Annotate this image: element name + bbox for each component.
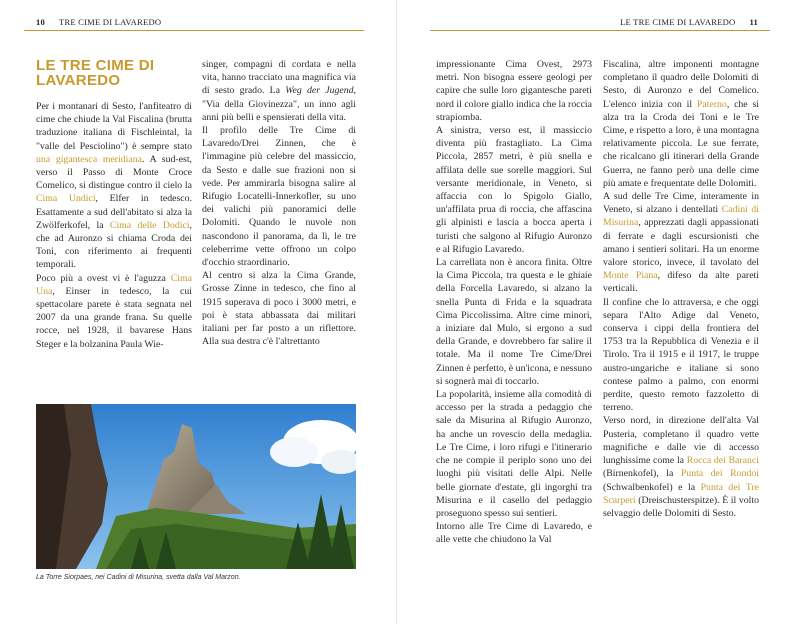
paragraph: Il confine che lo attraversa, e che oggi separa l'Alto Adige dal Veneto, conserva i cippi della frontiera del 1753 tra la Repubblica di Venezia e il Tirolo. Tra il 1915 e il 1917, le truppe austro-ungariche e italiane si sono contese palmo a palmo, con enormi perdite, questo remoto fazzoletto di terreno. <box>603 296 759 414</box>
paragraph: Il profilo delle Tre Cime di Lavaredo/Drei Zinnen, che è l'immagine più celebre del massiccio, da Sesto e dalle sue frazioni non si vede. Per ammirarla bisogna salire al Rifugio Locatelli-Innerkofler, su uno dei valichi più panoramici delle Dolomiti. Quando le nuvole non nascondono il panorama, da lì, le tre celeberrime vette offrono un colpo d'occhio straordinario. <box>202 125 356 269</box>
highlight-term: una gigantesca meridiana <box>36 153 143 165</box>
page-number-left: 10 <box>36 17 45 27</box>
highlight-term: Monte Piana <box>603 270 658 282</box>
chapter-title-line2: LAVAREDO <box>36 72 121 89</box>
chapter-title <box>36 58 192 88</box>
right-column-1 <box>436 58 592 547</box>
page-number-right: 11 <box>749 17 758 27</box>
text-run: Per i montanari di Sesto, l'anfiteatro di cime che chiude la Val Fiscalina (brutta traduzione italiana di Fischleintal, la "valle del Pesciolino") è sempre stato <box>36 101 192 152</box>
highlight-term: Punta dei Tre Scarperi <box>603 481 759 506</box>
paragraph: impressionante Cima Ovest, 2973 metri. Non bisogna essere geologi per capire che sulle loro gigantesche pareti nord il colore giallo indica che la roccia strapiomba. <box>436 59 592 123</box>
running-head-right <box>620 17 758 27</box>
paragraph: Intorno alle Tre Cime di Lavaredo, e alle vette che chiudono la Val <box>436 521 592 546</box>
highlight-term: Cadini di Misurina <box>603 204 760 229</box>
paragraph <box>36 272 192 351</box>
text-run: , "Via della Giovinezza", un inno agli anni più belli e spensierati della vita. <box>202 85 356 123</box>
text-run: , che ad Auronzo si chiama Croda dei Toni, con riferimento ai frequenti temporali. <box>36 219 192 271</box>
text-run: Poco più a ovest vi è l'aguzza <box>36 272 171 284</box>
highlight-term: Cima Una <box>36 272 192 297</box>
photo-caption: La Torre Siorpaes, nei Cadini di Misurina, svetta dalla Val Marzon. <box>36 574 241 581</box>
text-run: , difeso da alte pareti verticali. <box>603 270 759 295</box>
text-run: (Birnenkofel), la <box>603 468 681 480</box>
header-rule-right <box>430 30 770 31</box>
text-run: singer, compagni di cordata e nella vita, hanno tracciato una magnifica via di sesto grado. La <box>202 59 356 97</box>
running-head-left-text: TRE CIME DI LAVAREDO <box>59 17 162 27</box>
text-run: Fiscalina, altre imponenti montagne completano il quadro delle Dolomiti di Sesto, di Auronzo e del Comelico. L'elenco inizia con il <box>603 59 759 110</box>
header-rule-left <box>24 30 364 31</box>
paragraph <box>202 58 356 124</box>
text-run: (Schwalbenkofel) e la <box>603 481 701 493</box>
mountain-photo <box>36 404 356 569</box>
highlight-term: Cima Undici <box>36 193 96 205</box>
text-run: (Dreischusterspitze). È il volto selvaggio delle Dolomiti di Sesto. <box>603 494 759 519</box>
italic-term: Weg der Jugend <box>285 85 354 97</box>
highlight-term: Punta dei Rondoi <box>680 468 759 480</box>
text-run: , apprezzati dagli appassionati di ferrate e dagli escursionisti che amano i sentieri solitari. Ha un enorme valore storico, invece, il tavolato del <box>603 217 759 269</box>
text-run: , Einser in tedesco, la cui spettacolare parete è stata segnata nel 2007 da una grande frana. Su quelle rocce, nel 1928, il bavarese Hans Steger e la bolzanina Paula Wie- <box>36 285 192 350</box>
paragraph: La carrellata non è ancora finita. Oltre la Cima Piccola, tra questa e le ghiaie della Forcella Lavaredo, si alzano la snella Punta di Frida e la squadrata Cima Piccolissima. Altre cime minori, a iniziare dal Mulo, si ergono a sud della Grande, e dovrebbero far salire il totale. Ma il nome Tre Cime/Drei Zinnen è perfetto, è un'icona, e nessuno si sognerà mai di toccarlo. <box>436 257 592 387</box>
text-run: Verso nord, in direzione dell'alta Val Pusteria, completano il quadro vette magnifiche e dalle vie di accesso lunghissime come la <box>603 415 759 467</box>
text-run: . A sud-est, verso il Passo di Monte Croce Comelico, si distingue contro il cielo la <box>36 153 193 192</box>
paragraph <box>603 58 759 190</box>
text-run: , che si alza tra la Croda dei Toni e le Tre Cime, e rispetto a loro, è una montagna relativamente piccola. Le sue ferrate, che ricalcano gli itinerari della Grande Guerra, ne fanno però una delle cime più amate e frequentate delle Dolomiti. <box>603 98 759 189</box>
paragraph: La popolarità, insieme alla comodità di accesso per la strada a pedaggio che sale da Misurina al Rifugio Auronzo, ha anche un rovescio della medaglia. Le Tre Cime, i loro rifugi e l'itinerario che ne compie il periplo sono uno dei luoghi più visitati delle Alpi. Nelle belle giornate d'estate, gli ingorghi tra Misurina e il casello del pedaggio proseguono spesso sui sentieri. <box>436 389 592 519</box>
text-run: , Elfer in tedesco. Esattamente a sud dell'abitato si alza la Zwölferkofel, la <box>36 193 192 231</box>
running-head-left <box>36 17 161 27</box>
left-column-1 <box>36 58 192 351</box>
paragraph <box>603 190 759 296</box>
paragraph: A sinistra, verso est, il massiccio diventa più frastagliato. La Cima Piccola, 2857 metri, è più snella e affilata delle sue sorelle maggiori. Sul versante meridionale, in Veneto, si affaccia con lo Spigolo Giallo, un'affilata prua di roccia, che affascina gli alpinisti e lascia a bocca aperta i turisti che salgono al Rifugio Auronzo e al Rifugio Lavaredo. <box>436 125 592 255</box>
paragraph <box>36 100 192 272</box>
text-run: A sud delle Tre Cime, interamente in Veneto, si alzano i dentellati <box>603 191 759 216</box>
right-column-2 <box>603 58 759 520</box>
highlight-term: Paterno <box>696 98 727 110</box>
chapter-title-line1: LE TRE CIME DI <box>36 57 155 74</box>
highlight-term: Cima delle Dodici <box>109 219 190 231</box>
paragraph: Al centro si alza la Cima Grande, Grosse Zinne in tedesco, che fino al 1915 superava di poco i 3000 metri, e poi è stata abbassata dai militari italiani per far posto a un riflettore. Alla sua destra c'è l'altrettanto <box>202 270 356 348</box>
running-head-right-text: LE TRE CIME DI LAVAREDO <box>620 17 736 27</box>
highlight-term: Rocca dei Baranci <box>686 455 759 467</box>
left-column-2 <box>202 58 356 348</box>
paragraph <box>603 414 759 520</box>
photo-mountain-icon <box>36 404 356 569</box>
